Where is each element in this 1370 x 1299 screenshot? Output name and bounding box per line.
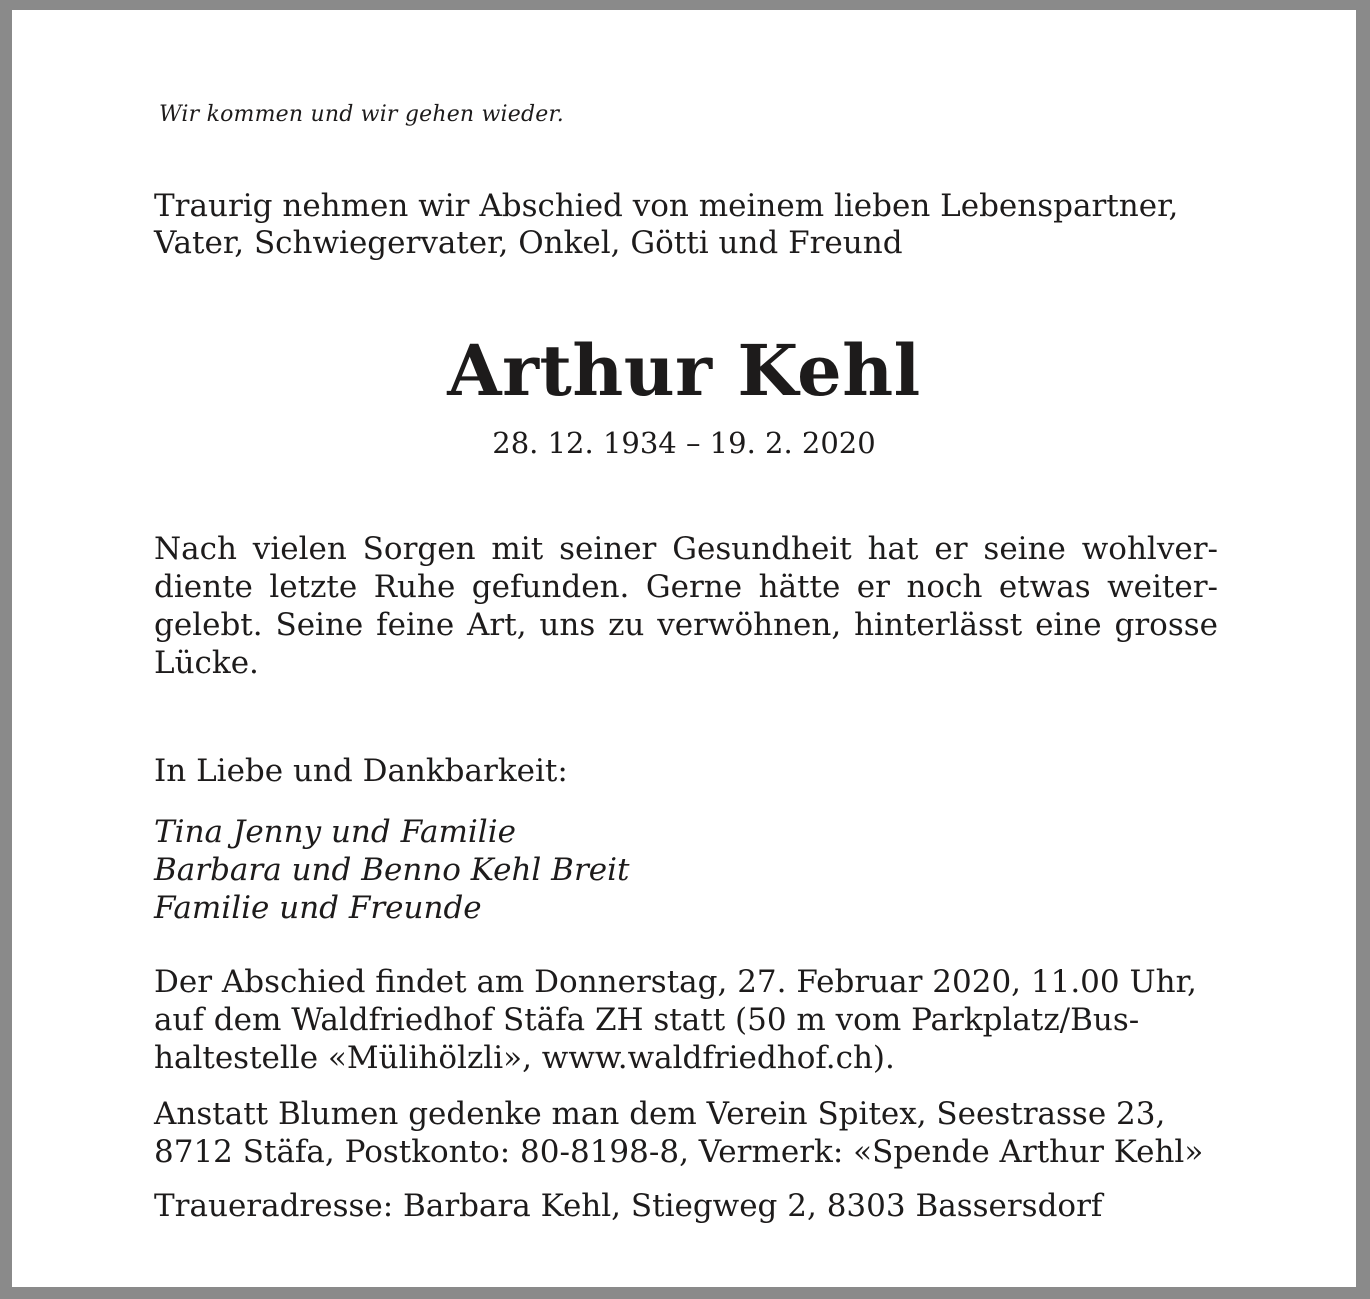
- service-info: [154, 963, 1197, 1077]
- mourning-address: Traueradresse: Barbara Kehl, Stiegweg 2, 8303 Bassersdorf: [154, 1188, 1103, 1224]
- life-dates: 28. 12. 1934 – 19. 2. 2020: [492, 426, 876, 460]
- service-line: auf dem Waldfriedhof Stäfa ZH statt (50 m vom Parkplatz/Bus-: [154, 1002, 1140, 1038]
- motto: Wir kommen und wir gehen wieder.: [159, 102, 564, 127]
- signer: Barbara und Benno Kehl Breit: [154, 852, 630, 888]
- intro-line: Vater, Schwiegervater, Onkel, Götti und Freund: [154, 225, 903, 261]
- message-line: diente letzte Ruhe gefunden. Gerne hätte er noch etwas weiter-: [154, 569, 1218, 605]
- obituary-page: [12, 10, 1356, 1287]
- message-line: Lücke.: [154, 645, 259, 681]
- intro-text: [154, 188, 1178, 262]
- service-line: haltestelle «Mülihölzli», www.waldfriedhof.ch).: [154, 1040, 895, 1076]
- donation-info: [154, 1095, 1203, 1171]
- signers-list: [154, 813, 630, 927]
- donation-line: Anstatt Blumen gedenke man dem Verein Spitex, Seestrasse 23,: [154, 1096, 1166, 1132]
- message-paragraph: [154, 530, 1218, 682]
- closing-phrase: In Liebe und Dankbarkeit:: [154, 753, 568, 789]
- intro-line: Traurig nehmen wir Abschied von meinem lieben Lebenspartner,: [154, 188, 1179, 224]
- message-line: gelebt. Seine feine Art, uns zu verwöhnen, hinterlässt eine grosse: [154, 607, 1218, 643]
- service-line: Der Abschied findet am Donnerstag, 27. Februar 2020, 11.00 Uhr,: [154, 964, 1197, 1000]
- deceased-name: Arthur Kehl: [447, 329, 921, 412]
- donation-line: 8712 Stäfa, Postkonto: 80-8198-8, Vermerk: «Spende Arthur Kehl»: [154, 1134, 1204, 1170]
- signer: Familie und Freunde: [154, 890, 482, 926]
- message-line: Nach vielen Sorgen mit seiner Gesundheit hat er seine wohlver-: [154, 531, 1218, 567]
- signer: Tina Jenny und Familie: [154, 814, 516, 850]
